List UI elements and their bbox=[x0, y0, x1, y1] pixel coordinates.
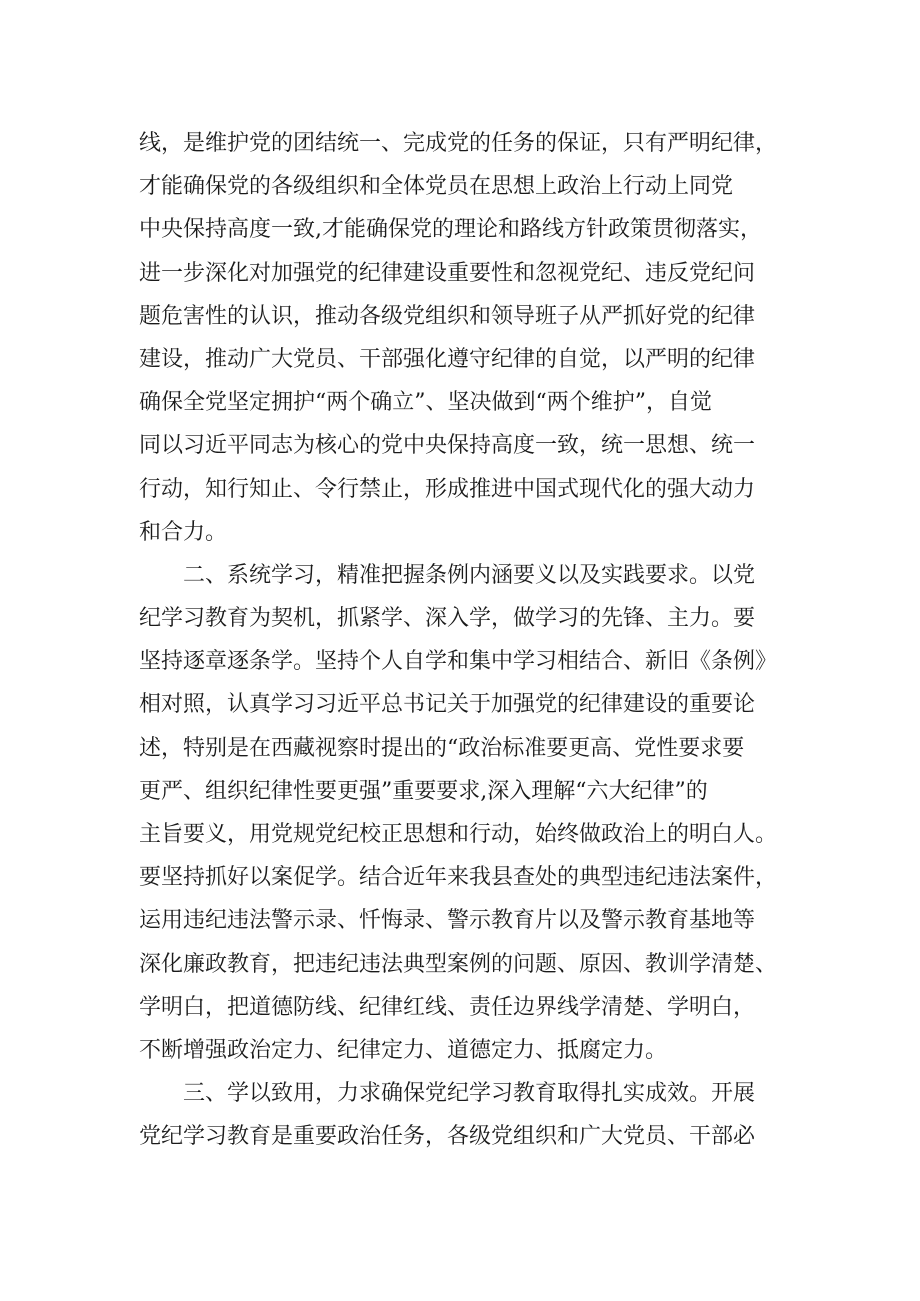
section-heading-line: 三、学以致用，力求确保党纪学习教育取得扎实成效。开展 bbox=[183, 1081, 756, 1107]
text-line: 学明白，把道德防线、纪律红线、责任边界线学清楚、学明白， bbox=[139, 994, 756, 1020]
text-line: 述，特别是在西藏视察时提出的“政治标准要更高、党性要求要 bbox=[139, 735, 745, 761]
text-line: 同以习近平同志为核心的党中央保持高度一致，统一思想、统一 bbox=[139, 433, 756, 459]
text-line: 中央保持高度一致,才能确保党的理论和路线方针政策贯彻落实， bbox=[139, 217, 762, 243]
text-line: 线，是维护党的团结统一、完成党的任务的保证，只有严明纪律， bbox=[139, 131, 778, 156]
text-line: 行动，知行知止、令行禁止，形成推进中国式现代化的强大动力 bbox=[139, 476, 756, 502]
text-line: 确保全党坚定拥护“两个确立”、坚决做到“两个维护”，自觉 bbox=[139, 390, 712, 416]
text-line: 主旨要义，用党规党纪校正思想和行动，始终做政治上的明白人。 bbox=[139, 822, 778, 847]
body-text bbox=[139, 122, 789, 1159]
text-line: 更严、组织纪律性要更强”重要要求,深入理解“六大纪律”的 bbox=[139, 778, 708, 804]
text-line: 党纪学习教育是重要政治任务，各级党组织和广大党员、干部必 bbox=[139, 1124, 756, 1150]
text-line: 建设，推动广大党员、干部强化遵守纪律的自觉，以严明的纪律 bbox=[139, 346, 756, 372]
text-line: 要坚持抓好以案促学。结合近年来我县查处的典型违纪违法案件， bbox=[139, 865, 778, 891]
text-line: 和合力。 bbox=[139, 519, 228, 545]
text-line: 坚持逐章逐条学。坚持个人自学和集中学习相结合、新旧《条例》 bbox=[139, 649, 778, 675]
text-line: 深化廉政教育，把违纪违法典型案例的问题、原因、教训学清楚、 bbox=[139, 951, 778, 977]
text-line: 不断增强政治定力、纪律定力、道德定力、抵腐定力。 bbox=[139, 1037, 668, 1063]
text-line: 题危害性的认识，推动各级党组织和领导班子从严抓好党的纪律 bbox=[139, 303, 756, 329]
text-line: 才能确保党的各级组织和全体党员在思想上政治上行动上同党 bbox=[139, 174, 734, 200]
text-line: 纪学习教育为契机，抓紧学、深入学，做学习的先锋、主力。要 bbox=[139, 606, 756, 632]
text-line: 进一步深化对加强党的纪律建设重要性和忽视党纪、违反党纪问 bbox=[139, 260, 756, 286]
text-line: 运用违纪违法警示录、忏悔录、警示教育片以及警示教育基地等 bbox=[139, 908, 756, 934]
section-heading-line: 二、系统学习，精准把握条例内涵要义以及实践要求。以党 bbox=[183, 562, 756, 588]
text-line: 相对照，认真学习习近平总书记关于加强党的纪律建设的重要论 bbox=[139, 692, 756, 718]
